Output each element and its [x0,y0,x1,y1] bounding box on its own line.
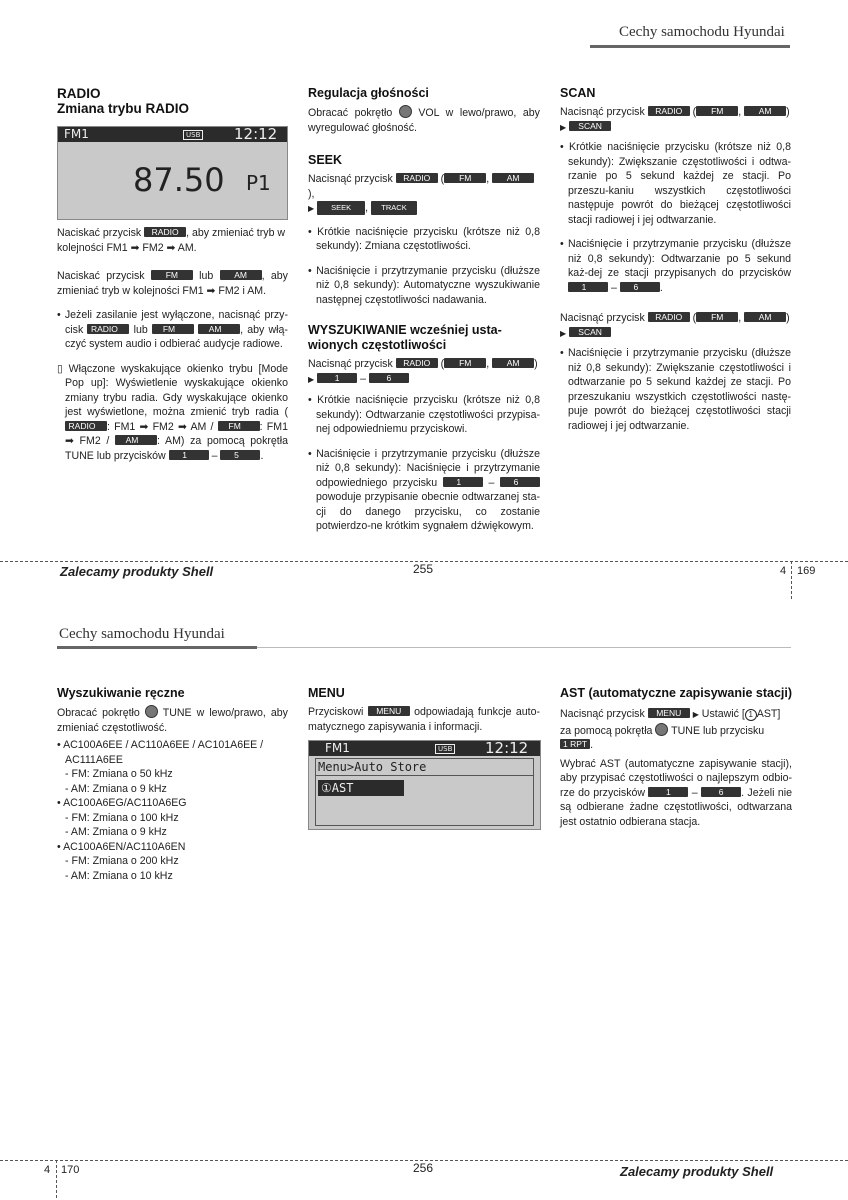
arrow-right-icon: ▶ [560,328,567,338]
model-list-item: - FM: Zmiana o 200 kHz [65,855,179,867]
seek-button: SEEK [317,201,365,215]
clock-label: 12:12 [485,739,529,757]
page1-chapter-divider [791,561,792,599]
radio-button: RADIO [396,358,438,368]
page1-header-title: Cechy samochodu Hyundai [619,24,785,40]
seek-title: SEEK [308,153,343,167]
model-list-item: - AM: Zmiana o 9 kHz [65,826,167,838]
scan-button: SCAN [569,121,611,131]
usb-label: USB [435,744,455,754]
page1-col1-body [57,226,288,473]
preset-bullet-long: • Naciśnięcie i przytrzymanie przycisku (dłuższe niż 0,8 sekundy): Naciśnięcie i przytrzymanie odpowiedniego przycisku 1 – 6 powoduje przypisanie obecnie odtwarzanej sta-cji do danego przycisku, co zostanie potwierdzo-ne krótkim sygnałem dźwiękowym. [308,447,540,532]
page2-col1 [57,686,288,883]
page2-footer-brand: Zalecamy produkty Shell [620,1164,774,1179]
scan-bullet-long: • Naciśnięcie i przytrzymanie przycisku (dłuższe niż 0,8 sekundy): Odtwarzanie po 5 sekund każ-dej ze stacji przypisanych do przycisków 1 – 6 . [560,238,791,294]
page2-header-title: Cechy samochodu Hyundai [59,626,225,642]
am-button: AM [492,173,534,183]
fm-button: FM [152,324,194,334]
model-list-item: - AM: Zmiana o 10 kHz [65,869,173,882]
arrow-right-icon: ▶ [560,122,567,132]
radio-button: RADIO [144,227,186,237]
model-list-item: - FM: Zmiana o 50 kHz [65,768,173,780]
ast-intro: Nacisnąć przycisk MENU ▶ Ustawić [ 1 AST] za pomocą pokrętła TUNE lub przycisku 1 RPT . [560,708,781,751]
radio-subtitle: Zmiana trybu RADIO [57,101,190,116]
usb-label: USB [183,130,203,140]
model-list-item: - AM: Zmiana o 9 kHz [65,782,167,795]
preset-bullet-short: • Krótkie naciśnięcie przycisku (krótsze niż 0,8 sekundy): Odtwarzanie częstotliwości przypisa-nej odpowiedniemu przyciskowi. [308,394,540,435]
radio-button: RADIO [648,312,690,322]
preset-label: P1 [246,171,271,195]
arrow-right-icon: ▶ [692,710,699,719]
am-button: AM [220,270,262,280]
manual-search-title: Wyszukiwanie ręczne [57,686,185,700]
arrow-right-icon: ▶ [308,204,315,213]
page2-chapter-divider [56,1160,57,1198]
page2-page-number: 256 [413,1161,434,1175]
page1-col1 [57,86,287,122]
ast-paragraph: Wybrać AST (automatyczne zapisywanie stacji), aby przypisać częstotliwości o najlepszym odbio-rze do przycisków 1 – 6 . Jeżeli nie są odbierane żadne częstotliwości, odtwarzana jest ostatnio odbierana stacja. [560,757,792,828]
radio-display-statusbar [58,127,287,142]
frequency-value: 87.50 [133,161,225,199]
radio-title: RADIO [57,86,101,101]
preset-1-button: 1 [648,787,688,797]
seek-bullet-short: • Krótkie naciśnięcie przycisku (krótsze niż 0,8 sekundy): Zmiana częstotliwości. [308,225,540,252]
page1-footer-brand: Zalecamy produkty Shell [60,564,214,579]
page2-col3 [560,686,792,839]
fm-button: FM [151,270,193,280]
volume-title: Regulacja głośności [308,86,429,100]
tune-knob-icon [145,705,158,718]
menu-panel [315,758,534,826]
radio-button: RADIO [648,106,690,116]
page1-section-number: 169 [797,565,816,577]
ast-title: AST (automatyczne zapisywanie stacji) [560,686,793,700]
arrow-right-icon: ▶ [308,374,315,384]
preset-1-button: 1 [568,282,608,292]
radio-button: RADIO [396,173,438,183]
fm-am-paragraph: Naciskać przycisk FM lub AM , aby zmieniać tryb w kolejności FM1 ➡ FM2 i AM. [57,270,288,297]
scan-title: SCAN [560,86,596,100]
preset-search-title: WYSZUKIWANIE wcześniej usta-wionych częstotliwości [308,323,502,352]
seek-intro: Nacisnąć przycisk RADIO ( FM , AM), ▶ SEEK , TRACK [308,172,540,217]
model-list-item: • AC100A6EG/AC110A6EG [57,797,187,809]
fm-button: FM [696,106,738,116]
menu-title: MENU [308,686,345,700]
fm-button: FM [696,312,738,322]
volume-paragraph: Obracać pokrętło VOL w lewo/prawo, aby wyregulować głośność. [308,107,540,134]
fm-button: FM [444,173,486,183]
page1-chapter-number: 4 [780,565,787,577]
mode-popup-bullet: ▯ Włączone wyskakujące okienko trybu [Mode Pop up]: Wyświetlenie wyskakujące okienko zmiany trybu radia. Gdy wyskakujące okienko jest wyświetlone, można zmienić tryb radia (RADIO : FM1 ➡ FM2 ➡ AM / FM : FM1 ➡ FM2 / AM : AM) za pomocą pokrętła TUNE lub przycisków 1 – 5 . [57,362,288,462]
track-button: TRACK [371,201,417,215]
page2-header-rule [57,646,257,649]
model-list-item: • AC100A6EN/AC110A6EN [57,840,186,853]
fm-button: FM [444,358,486,368]
preset-1-button: 1 [443,477,483,487]
page1-col3 [560,86,791,443]
scan-bullet-short: • Krótkie naciśnięcie przycisku (krótsze niż 0,8 sekundy): Zwiększanie częstotliwości i odtwa-rzanie po 5 sekund każdej ze stacji. Po przeszu-kaniu wszystkich częstotliwości następuje powrót do bieżącej częstotliwości stacji radiowej i jej odtwarzanie. [560,141,791,226]
menu-item-ast: ①AST [318,780,404,796]
page2-header-thinrule [257,647,791,648]
preset-6-button: 6 [500,477,540,487]
am-button: AM [492,358,534,368]
seek-bullet-long: • Naciśnięcie i przytrzymanie przycisku (dłuższe niż 0,8 sekundy): Automatyczne wyszukiwanie następnej częstotliwości nadawania. [308,264,540,306]
scan-intro: Nacisnąć przycisk RADIO ( FM , AM ) ▶ SCAN [560,106,790,132]
radio-display [57,126,288,220]
scan-intro-2: Nacisnąć przycisk RADIO ( FM , AM ) ▶ SCAN [560,312,790,338]
menu-display-statusbar [309,741,540,756]
am-button: AM [198,324,240,334]
scan-button: SCAN [569,327,611,337]
am-button: AM [115,435,157,445]
am-button: AM [744,106,786,116]
radio-mode-paragraph: Naciskać przycisk RADIO , aby zmieniać tryb w kolejności FM1 ➡ FM2 ➡ AM. [57,227,286,254]
page1-header-rule [590,45,790,48]
band-label: FM1 [64,127,89,141]
preset-6-button: 6 [369,373,409,383]
preset-1-button: 1 [317,373,357,383]
page2-chapter-number: 4 [44,1164,51,1176]
tune-knob-icon [655,723,668,736]
preset-1-rpt-button: 1 RPT [560,739,590,749]
menu-button: MENU [648,708,690,718]
power-off-bullet: • Jeżeli zasilanie jest wyłączone, nacisnąć przy-cisk RADIO lub FM AM , aby włą-czyć system audio i odbierać audycje radiowe. [57,309,288,350]
fm-button: FM [218,421,260,431]
am-button: AM [744,312,786,322]
preset-5-button: 5 [220,450,260,460]
menu-paragraph: Przyciskowi MENU odpowiadają funkcje auto-matycznego zapisywania i informacji. [308,706,541,733]
manual-search-paragraph: Obracać pokrętło TUNE w lewo/prawo, aby zmieniać częstotliwość. [57,707,288,734]
menu-button: MENU [368,706,410,716]
page2-section-number: 170 [61,1164,80,1176]
page1-col2 [308,86,540,544]
radio-button: RADIO [87,324,129,334]
band-label: FM1 [325,741,350,755]
model-list [57,738,288,883]
preset-intro: Nacisnąć przycisk RADIO ( FM , AM ) ▶ 1 – 6 [308,358,538,385]
preset-6-button: 6 [701,787,741,797]
model-list-item: • AC100A6EE / AC110A6EE / AC101A6EE / AC111A6EE [57,739,264,766]
radio-button: RADIO [65,421,107,431]
circled-1-icon: 1 [745,709,757,721]
preset-6-button: 6 [620,282,660,292]
clock-label: 12:12 [234,125,278,143]
page2-col2 [308,686,540,744]
page1-page-number: 255 [413,562,434,576]
vol-knob-icon [399,105,412,118]
menu-panel-title: Menu>Auto Store [316,759,533,776]
menu-display [308,740,541,830]
preset-1-button: 1 [169,450,209,460]
scan-bullet-hold: • Naciśnięcie i przytrzymanie przycisku (dłuższe niż 0,8 sekundy): Zwiększanie częstotliwości i odtwarzanie po 5 sekund każdej ze stacji. Po przeszukaniu wszystkich częstotliwości nastę-puje powrót do bieżącej częstotliwości stacji radiowej i jej odtwarzanie. [560,347,791,432]
model-list-item: - FM: Zmiana o 100 kHz [65,811,179,824]
